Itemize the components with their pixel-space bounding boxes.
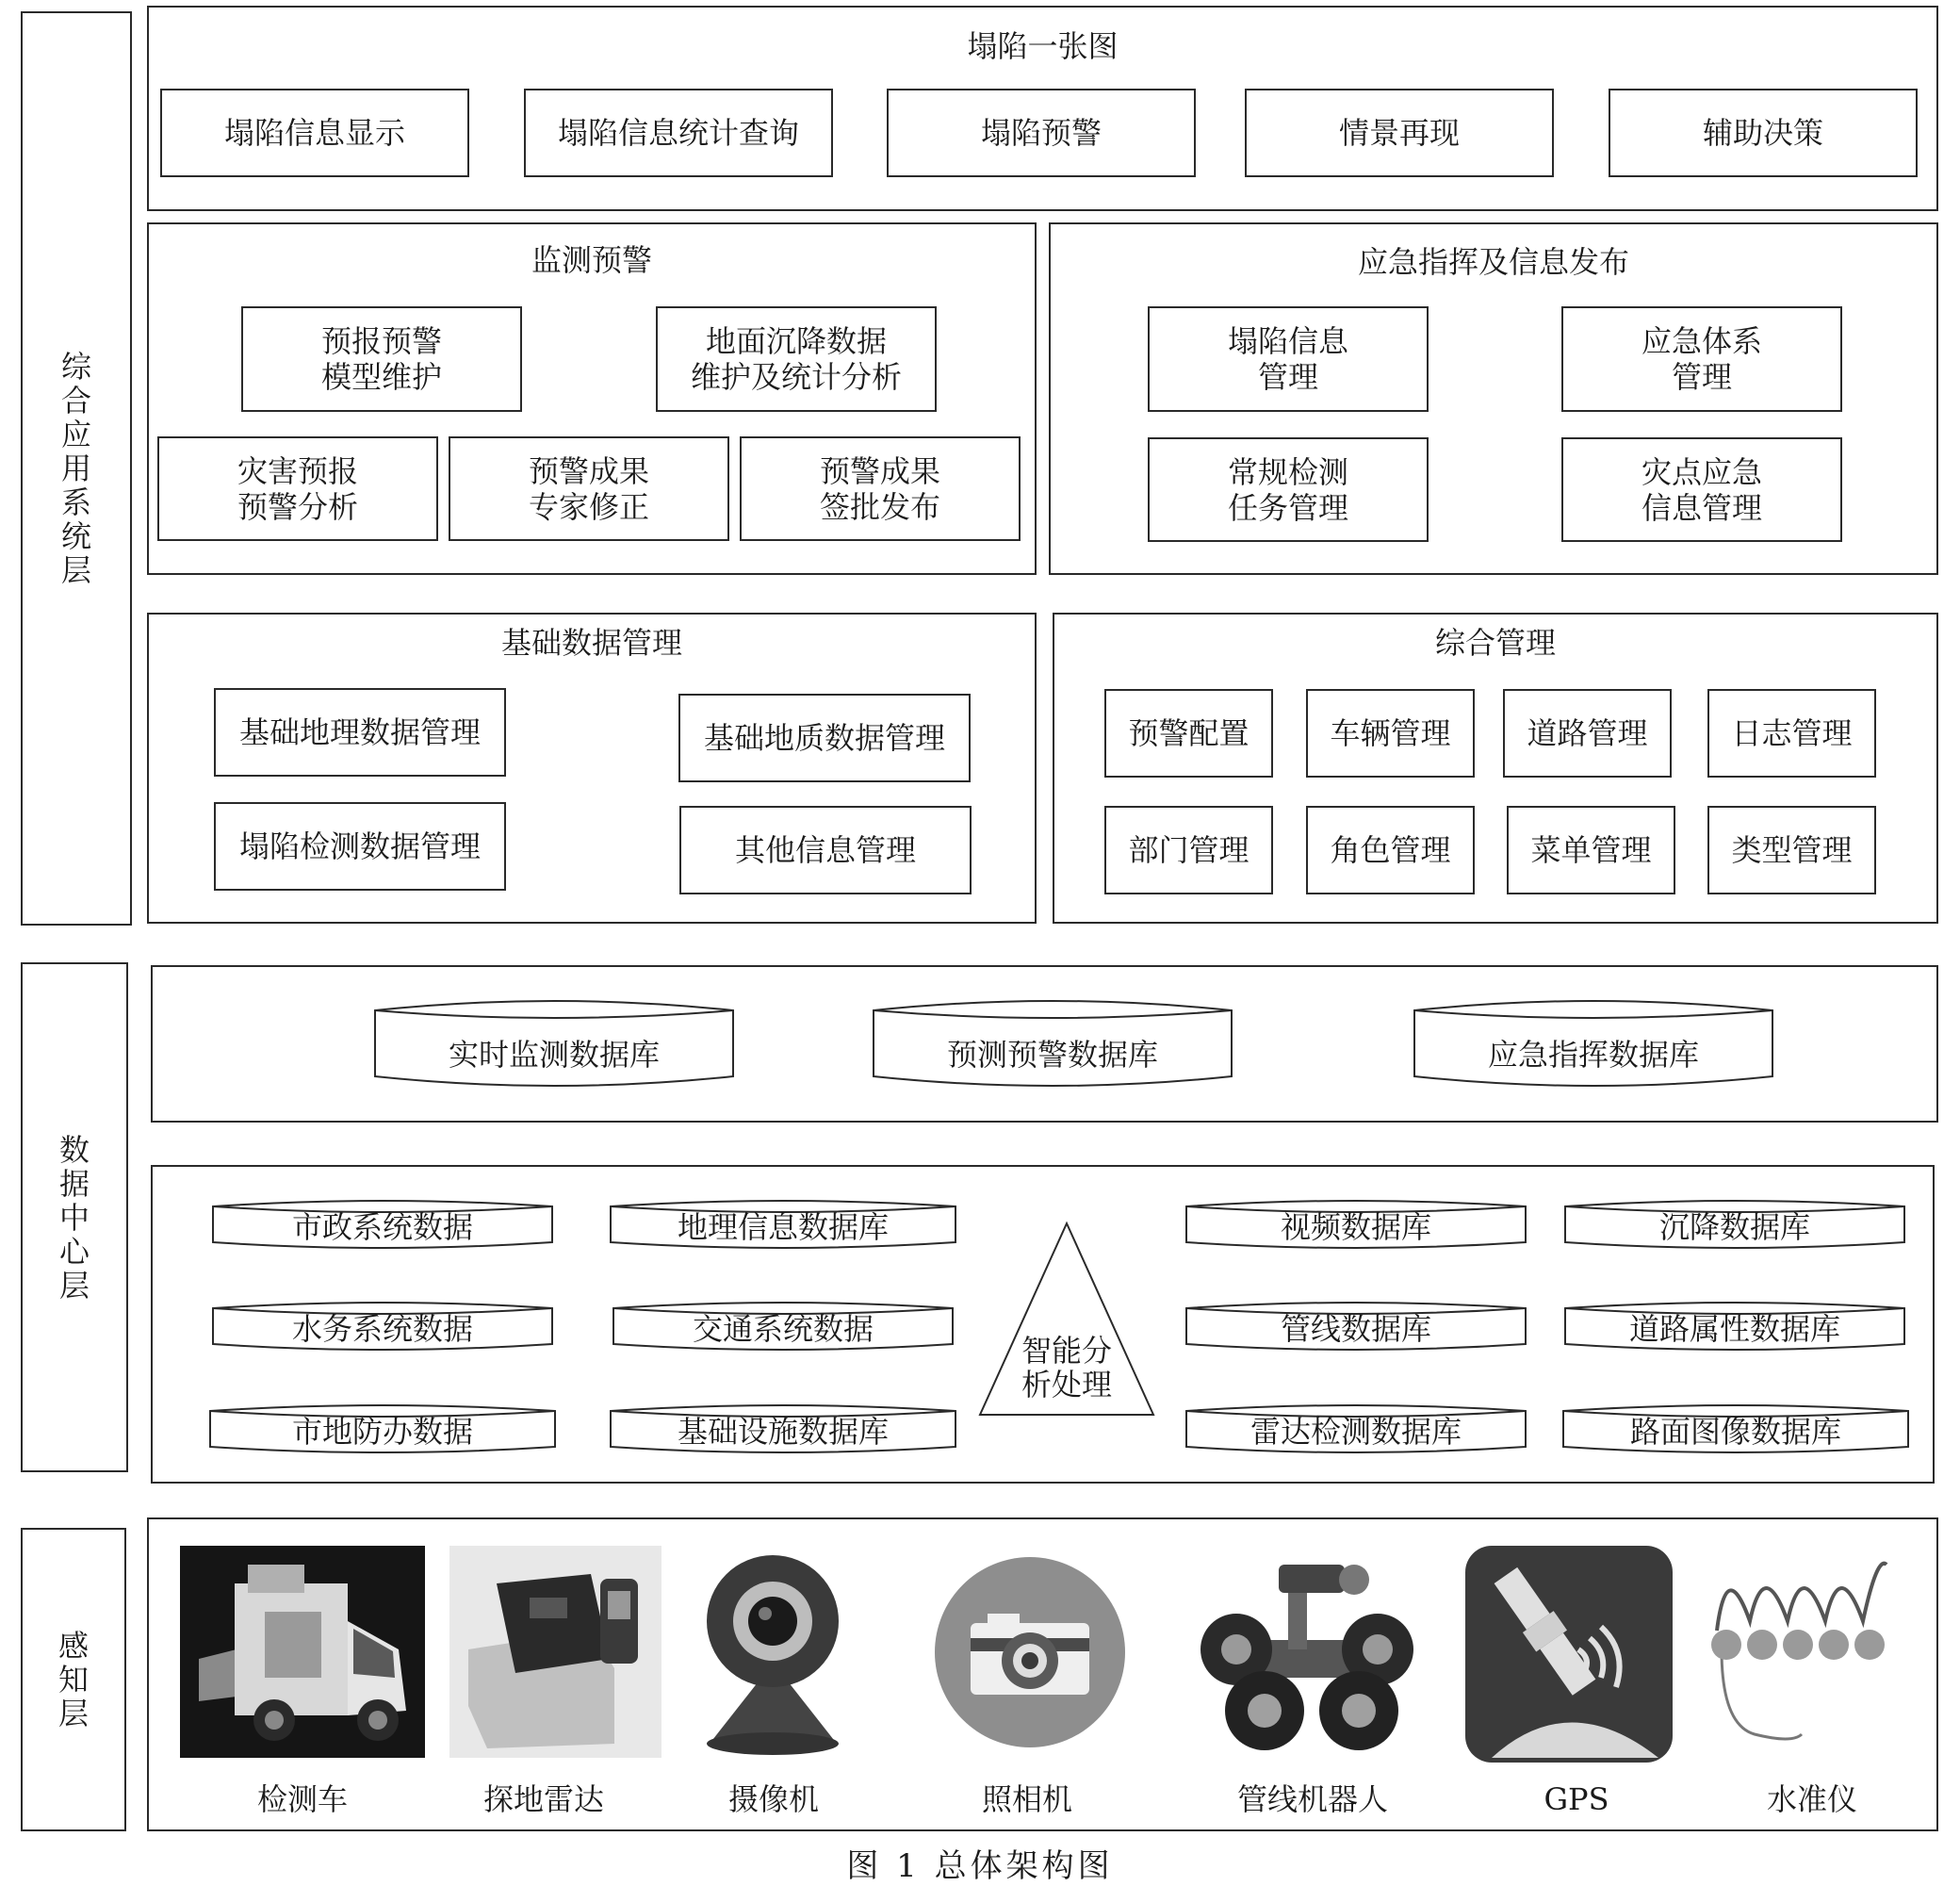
collapse-map-item: 辅助决策 — [1609, 89, 1918, 177]
database-label: 雷达检测数据库 — [1250, 1414, 1462, 1450]
integrated-title: 综合管理 — [1434, 625, 1556, 661]
database-cylinder — [1184, 1301, 1527, 1352]
database-label: 基础设施数据库 — [677, 1414, 890, 1450]
database-label: 市地防办数据 — [291, 1414, 474, 1450]
device-label: 探地雷达 — [482, 1781, 604, 1817]
database-cylinder — [211, 1199, 554, 1250]
emergency-item: 应急体系 管理 — [1561, 306, 1842, 412]
monitoring-item: 灾害预报 预警分析 — [157, 436, 438, 541]
monitoring-item: 预警成果 专家修正 — [449, 436, 729, 541]
integrated-item: 类型管理 — [1707, 806, 1876, 894]
gps-satellite-icon — [1465, 1546, 1673, 1763]
basic-data-item: 基础地理数据管理 — [214, 688, 506, 777]
database-cylinder — [609, 1403, 957, 1454]
database-label: 实时监测数据库 — [448, 1037, 661, 1073]
database-cylinder — [872, 997, 1233, 1091]
monitoring-item: 地面沉降数据 维护及统计分析 — [656, 306, 937, 412]
integrated-item: 日志管理 — [1707, 689, 1876, 778]
collapse-map-title: 塌陷一张图 — [967, 28, 1119, 64]
analysis-label-line2: 析处理 — [1021, 1367, 1113, 1402]
basic-data-item: 基础地质数据管理 — [678, 694, 971, 782]
layer-label-perception: 感知层 — [21, 1528, 126, 1831]
database-cylinder — [1563, 1199, 1906, 1250]
database-cylinder — [1413, 997, 1774, 1091]
database-cylinder — [612, 1301, 955, 1352]
integrated-item: 部门管理 — [1104, 806, 1273, 894]
database-cylinder — [1184, 1199, 1527, 1250]
database-label: 路面图像数据库 — [1629, 1414, 1842, 1450]
database-label: 水务系统数据 — [291, 1311, 474, 1347]
integrated-item: 预警配置 — [1104, 689, 1273, 778]
collapse-map-item: 塌陷预警 — [887, 89, 1196, 177]
integrated-item: 车辆管理 — [1306, 689, 1475, 778]
collapse-map-item: 塌陷信息统计查询 — [524, 89, 833, 177]
emergency-item: 塌陷信息 管理 — [1148, 306, 1429, 412]
database-cylinder — [373, 997, 735, 1091]
integrated-item: 角色管理 — [1306, 806, 1475, 894]
collapse-map-item: 情景再现 — [1245, 89, 1554, 177]
layer-label-data-center: 数据中心层 — [21, 962, 128, 1472]
device-label: 照相机 — [981, 1781, 1072, 1817]
database-label: 沉降数据库 — [1658, 1209, 1811, 1245]
database-cylinder — [1563, 1301, 1906, 1352]
database-cylinder — [1561, 1403, 1910, 1454]
database-label: 预测预警数据库 — [946, 1037, 1159, 1073]
emergency-item: 常规检测 任务管理 — [1148, 437, 1429, 542]
emergency-item: 灾点应急 信息管理 — [1561, 437, 1842, 542]
integrated-item: 菜单管理 — [1507, 806, 1675, 894]
pipeline-robot-icon — [1184, 1546, 1429, 1758]
database-label: 市政系统数据 — [291, 1209, 474, 1245]
database-cylinder — [208, 1403, 557, 1454]
integrated-item: 道路管理 — [1503, 689, 1672, 778]
device-label: 检测车 — [256, 1781, 348, 1817]
webcam-icon — [695, 1546, 851, 1758]
database-label: 应急指挥数据库 — [1487, 1037, 1700, 1073]
collapse-map-item: 塌陷信息显示 — [160, 89, 469, 177]
monitoring-title: 监测预警 — [531, 242, 652, 278]
basic-data-item: 其他信息管理 — [679, 806, 972, 894]
database-label: 地理信息数据库 — [677, 1209, 890, 1245]
database-cylinder — [1184, 1403, 1527, 1454]
database-label: 交通系统数据 — [692, 1311, 874, 1347]
device-label: GPS — [1544, 1781, 1609, 1817]
database-label: 道路属性数据库 — [1628, 1311, 1841, 1347]
analysis-label-line1: 智能分 — [1021, 1333, 1113, 1369]
device-label: 水准仪 — [1766, 1781, 1857, 1817]
inspection-vehicle-icon — [180, 1546, 425, 1758]
database-label: 管线数据库 — [1280, 1311, 1432, 1347]
camera-icon — [933, 1555, 1127, 1749]
figure-caption: 图 1 总体架构图 — [846, 1847, 1114, 1885]
analysis-triangle — [978, 1222, 1155, 1418]
monitoring-item: 预报预警 模型维护 — [241, 306, 522, 412]
basic-data-item: 塌陷检测数据管理 — [214, 802, 506, 891]
device-label: 摄像机 — [727, 1781, 819, 1817]
device-label: 管线机器人 — [1236, 1781, 1388, 1817]
ground-penetrating-radar-icon — [449, 1546, 662, 1758]
monitoring-item: 预警成果 签批发布 — [740, 436, 1021, 541]
database-label: 视频数据库 — [1280, 1209, 1432, 1245]
level-sensor-icon — [1698, 1546, 1905, 1758]
basic-data-title: 基础数据管理 — [500, 625, 682, 661]
database-cylinder — [211, 1301, 554, 1352]
database-cylinder — [609, 1199, 957, 1250]
layer-label-application: 综合应用系统层 — [21, 11, 132, 926]
emergency-title: 应急指挥及信息发布 — [1357, 244, 1629, 280]
